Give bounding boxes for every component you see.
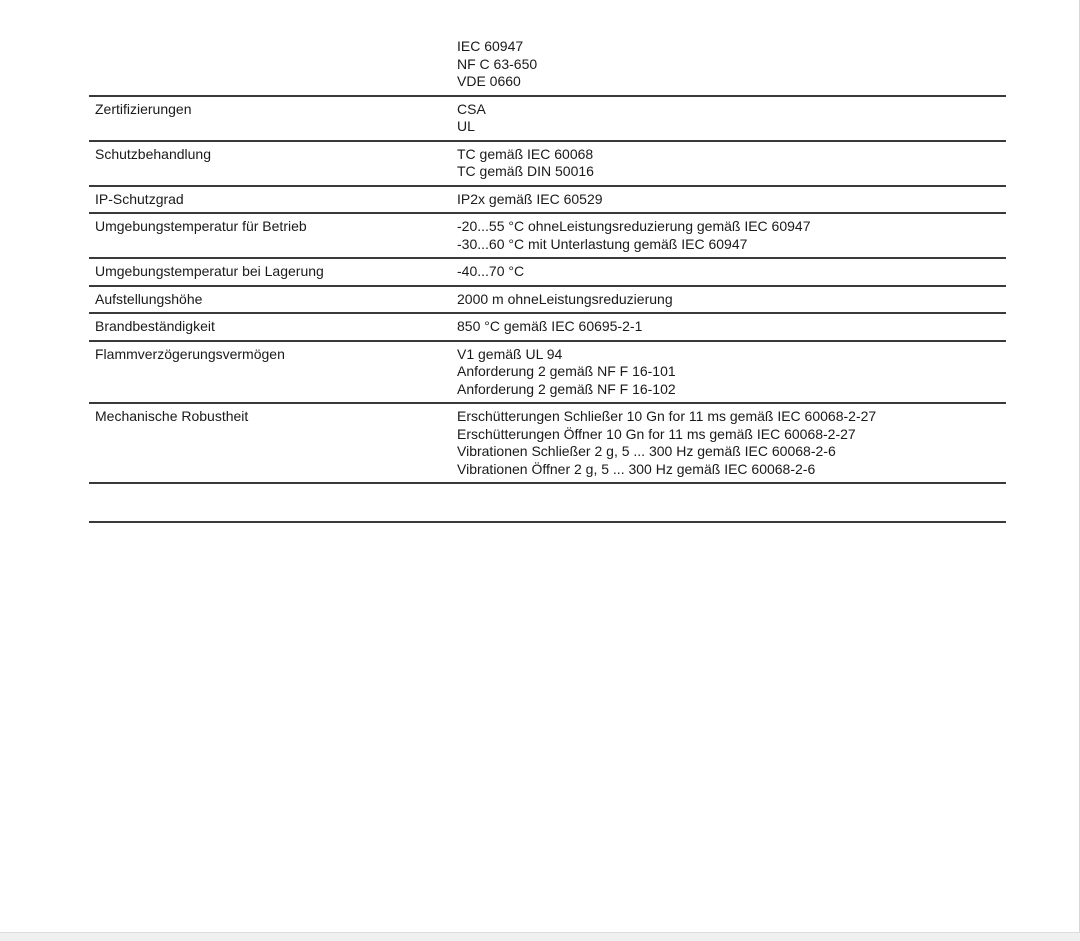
bottom-scrollbar-area bbox=[0, 932, 1080, 941]
spec-label: Umgebungstemperatur bei Lagerung bbox=[95, 263, 324, 279]
spec-value-line: NF C 63-650 bbox=[457, 55, 538, 72]
spec-label: Aufstellungshöhe bbox=[95, 290, 203, 307]
spec-value bbox=[457, 314, 1006, 340]
spec-row bbox=[89, 314, 1006, 342]
spec-value-line: -20...55 °C ohneLeistungsreduzierung gemäß IEC 60947 bbox=[457, 218, 811, 234]
spec-value-line: TC gemäß DIN 50016 bbox=[457, 163, 594, 179]
spec-row bbox=[89, 97, 1006, 142]
spec-value bbox=[457, 187, 1006, 213]
spec-table bbox=[89, 38, 1006, 523]
spec-value-line: CSA bbox=[457, 100, 486, 117]
spec-label: Flammverzögerungsvermögen bbox=[95, 345, 285, 362]
spec-value bbox=[457, 342, 1006, 403]
spec-label: Mechanische Robustheit bbox=[95, 408, 249, 424]
spec-row bbox=[89, 142, 1006, 187]
spec-label: Schutzbehandlung bbox=[95, 145, 211, 162]
spec-label: Umgebungstemperatur für Betrieb bbox=[95, 218, 307, 234]
spec-value-line: VDE 0660 bbox=[457, 73, 521, 89]
spec-row bbox=[89, 404, 1006, 484]
spec-row bbox=[89, 187, 1006, 215]
spec-value bbox=[457, 97, 1006, 140]
spec-row bbox=[89, 214, 1006, 259]
spec-value bbox=[457, 287, 1006, 313]
spec-value-line: Erschütterungen Schließer 10 Gn for 11 ms gemäß IEC 60068-2-27 bbox=[457, 408, 877, 424]
spec-value bbox=[457, 214, 1006, 257]
spec-value-line: 850 °C gemäß IEC 60695-2-1 bbox=[457, 318, 643, 334]
spec-row bbox=[89, 287, 1006, 315]
spec-row bbox=[89, 38, 1006, 97]
spec-row bbox=[89, 259, 1006, 287]
spec-value bbox=[457, 38, 1006, 95]
spec-value-line: 2000 m ohneLeistungsreduzierung bbox=[457, 290, 673, 307]
spec-label: Brandbeständigkeit bbox=[95, 318, 215, 334]
spec-value-line: Vibrationen Öffner 2 g, 5 ... 300 Hz gemäß IEC 60068-2-6 bbox=[457, 460, 816, 477]
spec-value-line: Anforderung 2 gemäß NF F 16-101 bbox=[457, 363, 676, 379]
spec-value bbox=[457, 259, 1006, 285]
spec-value-line: -30...60 °C mit Unterlastung gemäß IEC 60947 bbox=[457, 235, 748, 252]
spec-value-line: -40...70 °C bbox=[457, 263, 525, 279]
spec-label bbox=[89, 38, 457, 95]
spec-label: Zertifizierungen bbox=[95, 100, 192, 117]
spec-value-line: V1 gemäß UL 94 bbox=[457, 345, 563, 362]
spec-value-line: Erschütterungen Öffner 10 Gn for 11 ms gemäß IEC 60068-2-27 bbox=[457, 425, 856, 442]
spec-value-line: IP2x gemäß IEC 60529 bbox=[457, 190, 603, 207]
spec-label: IP-Schutzgrad bbox=[95, 190, 184, 207]
spec-value bbox=[457, 142, 1006, 185]
spec-row bbox=[89, 342, 1006, 405]
spec-value-line: IEC 60947 bbox=[457, 38, 524, 54]
spec-value-line: Anforderung 2 gemäß NF F 16-102 bbox=[457, 380, 676, 397]
spec-value-line: UL bbox=[457, 118, 475, 134]
spec-value bbox=[457, 404, 1006, 482]
spec-row-empty bbox=[89, 484, 1006, 523]
spec-value-line: Vibrationen Schließer 2 g, 5 ... 300 Hz gemäß IEC 60068-2-6 bbox=[457, 443, 836, 459]
spec-value-line: TC gemäß IEC 60068 bbox=[457, 145, 594, 162]
